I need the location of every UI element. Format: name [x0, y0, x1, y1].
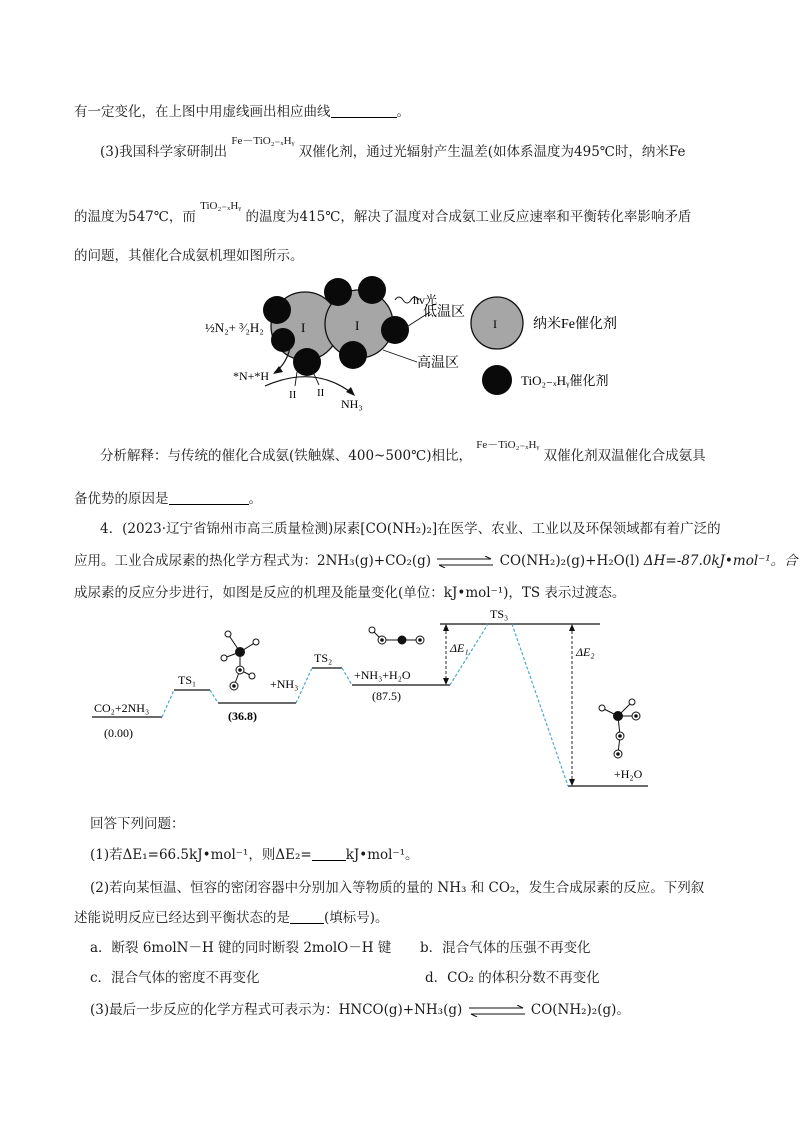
- reaction-path: [162, 624, 568, 786]
- q3-formula: Fe－TiO₂₋ₓHᵧ: [231, 135, 295, 147]
- option-a: a．断裂 6molN－H 键的同时断裂 2molO－H 键: [90, 940, 392, 956]
- line3-a: 的温度为547℃，而: [74, 209, 196, 225]
- q1-suffix: kJ•mol⁻¹。: [345, 847, 419, 863]
- high-temp-label: 高温区: [417, 356, 459, 371]
- q4-line2-b: CO(NH₂)₂(g)+H₂O(l): [499, 553, 640, 569]
- energy-profile-diagram: [90, 604, 670, 800]
- intermediate-label: *N+*H: [233, 369, 270, 383]
- delta-e2-head-up: [569, 624, 575, 631]
- legend-ti-swatch: [482, 365, 512, 395]
- molecule-icon: [599, 699, 640, 758]
- arrow-1-head: [273, 366, 283, 374]
- reactant-label: ½N₂+ ³⁄₂H₂: [205, 320, 264, 335]
- line3-formula: TiO₂₋ₓHᵧ: [200, 200, 242, 212]
- question-1: [90, 843, 419, 863]
- analysis-line2-text: 备优势的原因是: [74, 491, 169, 507]
- answer-blank-q2[interactable]: [290, 909, 324, 924]
- q2-suffix: (填标号)。: [324, 910, 389, 926]
- text-line-3: [74, 200, 692, 225]
- equilibrium-arrow-icon: [435, 556, 495, 568]
- ti-ball: [339, 341, 367, 369]
- line1-text: 有一定变化，在上图中用虚线画出相应曲线: [74, 104, 331, 120]
- product-label: NH₃: [341, 397, 363, 411]
- int2-label: +NH₃+H₂O: [354, 668, 411, 682]
- q4-line-1: 4．(2023·辽宁省锦州市高三质量检测)尿素[CO(NH₂)₂]在医学、农业、工业以及环保领域都有着广泛的: [100, 521, 721, 537]
- delta-e1-head-up: [443, 624, 449, 631]
- product-label: +H₂O: [614, 767, 643, 781]
- line3-b: 的温度为415℃，解决了温度对合成氨工业反应速率和平衡转化率影响矛盾: [245, 209, 692, 225]
- bond-line: [295, 372, 297, 386]
- legend-fe-label: 纳米Fe催化剂: [533, 317, 617, 332]
- question-2-line-2: [74, 906, 389, 926]
- option-c: c．混合气体的密度不再变化: [90, 970, 260, 986]
- reactants-value: (0.00): [104, 726, 133, 740]
- ti-ball: [271, 328, 295, 352]
- q1-prefix: (1)若ΔE₁=66.5kJ•mol⁻¹，则ΔE₂=: [90, 847, 312, 863]
- bond-line: [313, 372, 319, 385]
- q3-prefix: (3)我国科学家研制出: [100, 144, 228, 160]
- delta-e2-head-down: [569, 779, 575, 786]
- ti-ball: [381, 316, 409, 344]
- catalyst-mechanism-figure: [195, 268, 635, 413]
- q4-line2-a: 应用。工业合成尿素的热化学方程式为：2NH₃(g)+CO₂(g): [74, 553, 432, 569]
- text-line-4: 的问题，其催化合成氨机理如图所示。: [74, 248, 304, 264]
- ti-ball: [324, 278, 352, 306]
- legend-ti-label: TiO₂₋ₓHᵧ催化剂: [521, 373, 609, 388]
- line1-end: 。: [396, 104, 410, 120]
- text-line-1: [74, 100, 410, 120]
- ts3-label: TS₃: [490, 607, 509, 621]
- analysis-suffix: 双催化剂双温催化合成氨具: [543, 448, 706, 464]
- legend-ball-label: I: [493, 317, 497, 331]
- q4-line-3: 成尿素的反应分步进行，如图是反应的机理及能量变化(单位：kJ•mol⁻¹)，TS 表示过渡态。: [74, 585, 626, 601]
- hv-label: hv光: [413, 293, 438, 307]
- int2-value: (87.5): [372, 689, 401, 703]
- int1-value: (36.8): [228, 709, 257, 723]
- q4-line2-c: ΔH=-87.0kJ•mol⁻¹。合: [643, 553, 798, 569]
- q4-line-2: [74, 549, 798, 569]
- delta-e2-label: ΔE₂: [576, 645, 595, 659]
- reactants-label: CO₂+2NH₃: [94, 701, 150, 715]
- delta-e1-head-down: [443, 678, 449, 685]
- option-b: b．混合气体的压强不再变化: [420, 940, 591, 956]
- equilibrium-arrow-icon: [467, 1005, 527, 1017]
- option-d: d．CO₂ 的体积分数不再变化: [425, 970, 600, 986]
- analysis-formula: Fe－TiO₂₋ₓHᵧ: [476, 439, 540, 451]
- ti-ball: [293, 348, 321, 376]
- q3-equation-right: CO(NH₂)₂(g)。: [530, 1002, 630, 1018]
- analysis-prefix: 分析解释：与传统的催化合成氨(铁触媒、400~500℃)相比，: [100, 448, 472, 464]
- low-temp-label: 低温区: [423, 305, 465, 320]
- ti-ball: [263, 296, 291, 324]
- analysis-line-2: [74, 487, 262, 507]
- answer-blank-q1[interactable]: [312, 846, 346, 861]
- ti-ball: [358, 276, 386, 304]
- answer-blank-2[interactable]: [169, 490, 249, 505]
- legend-fe-swatch: [471, 297, 523, 349]
- high-temp-pointer: [383, 350, 417, 362]
- arrow-2: [265, 377, 353, 394]
- ball-label-I-2: I: [355, 318, 360, 333]
- answer-blank-1[interactable]: [331, 103, 397, 118]
- delta-e1-label: ΔE₁: [450, 641, 469, 655]
- arrow-2-head: [346, 387, 355, 396]
- ball-label-I: I: [301, 320, 306, 335]
- molecule-icon: [221, 631, 259, 690]
- q3-equation-left: (3)最后一步反应的化学方程式可表示为：HNCO(g)+NH₃(g): [90, 1002, 463, 1018]
- question-2-line-1: (2)若向某恒温、恒容的密闭容器中分别加入等物质的量的 NH₃ 和 CO₂，发生合成尿素的反应。下列叙: [90, 880, 705, 896]
- ts1-label: TS₁: [178, 673, 197, 687]
- question-3-line: [100, 135, 686, 160]
- int1-label: +NH₃: [270, 677, 299, 691]
- analysis-line2-end: 。: [248, 491, 262, 507]
- q2-prefix: 述能说明反应已经达到平衡状态的是: [74, 910, 290, 926]
- site-label-II: II: [289, 389, 297, 401]
- questions-intro: 回答下列问题：: [90, 816, 185, 832]
- question-3: [90, 998, 630, 1018]
- ts2-label: TS₂: [314, 651, 333, 665]
- q3-suffix: 双催化剂，通过光辐射产生温差(如体系温度为495℃时，纳米Fe: [298, 144, 686, 160]
- analysis-line: [100, 439, 706, 464]
- molecule-icon: [369, 627, 424, 644]
- site-label-II: II: [317, 387, 325, 399]
